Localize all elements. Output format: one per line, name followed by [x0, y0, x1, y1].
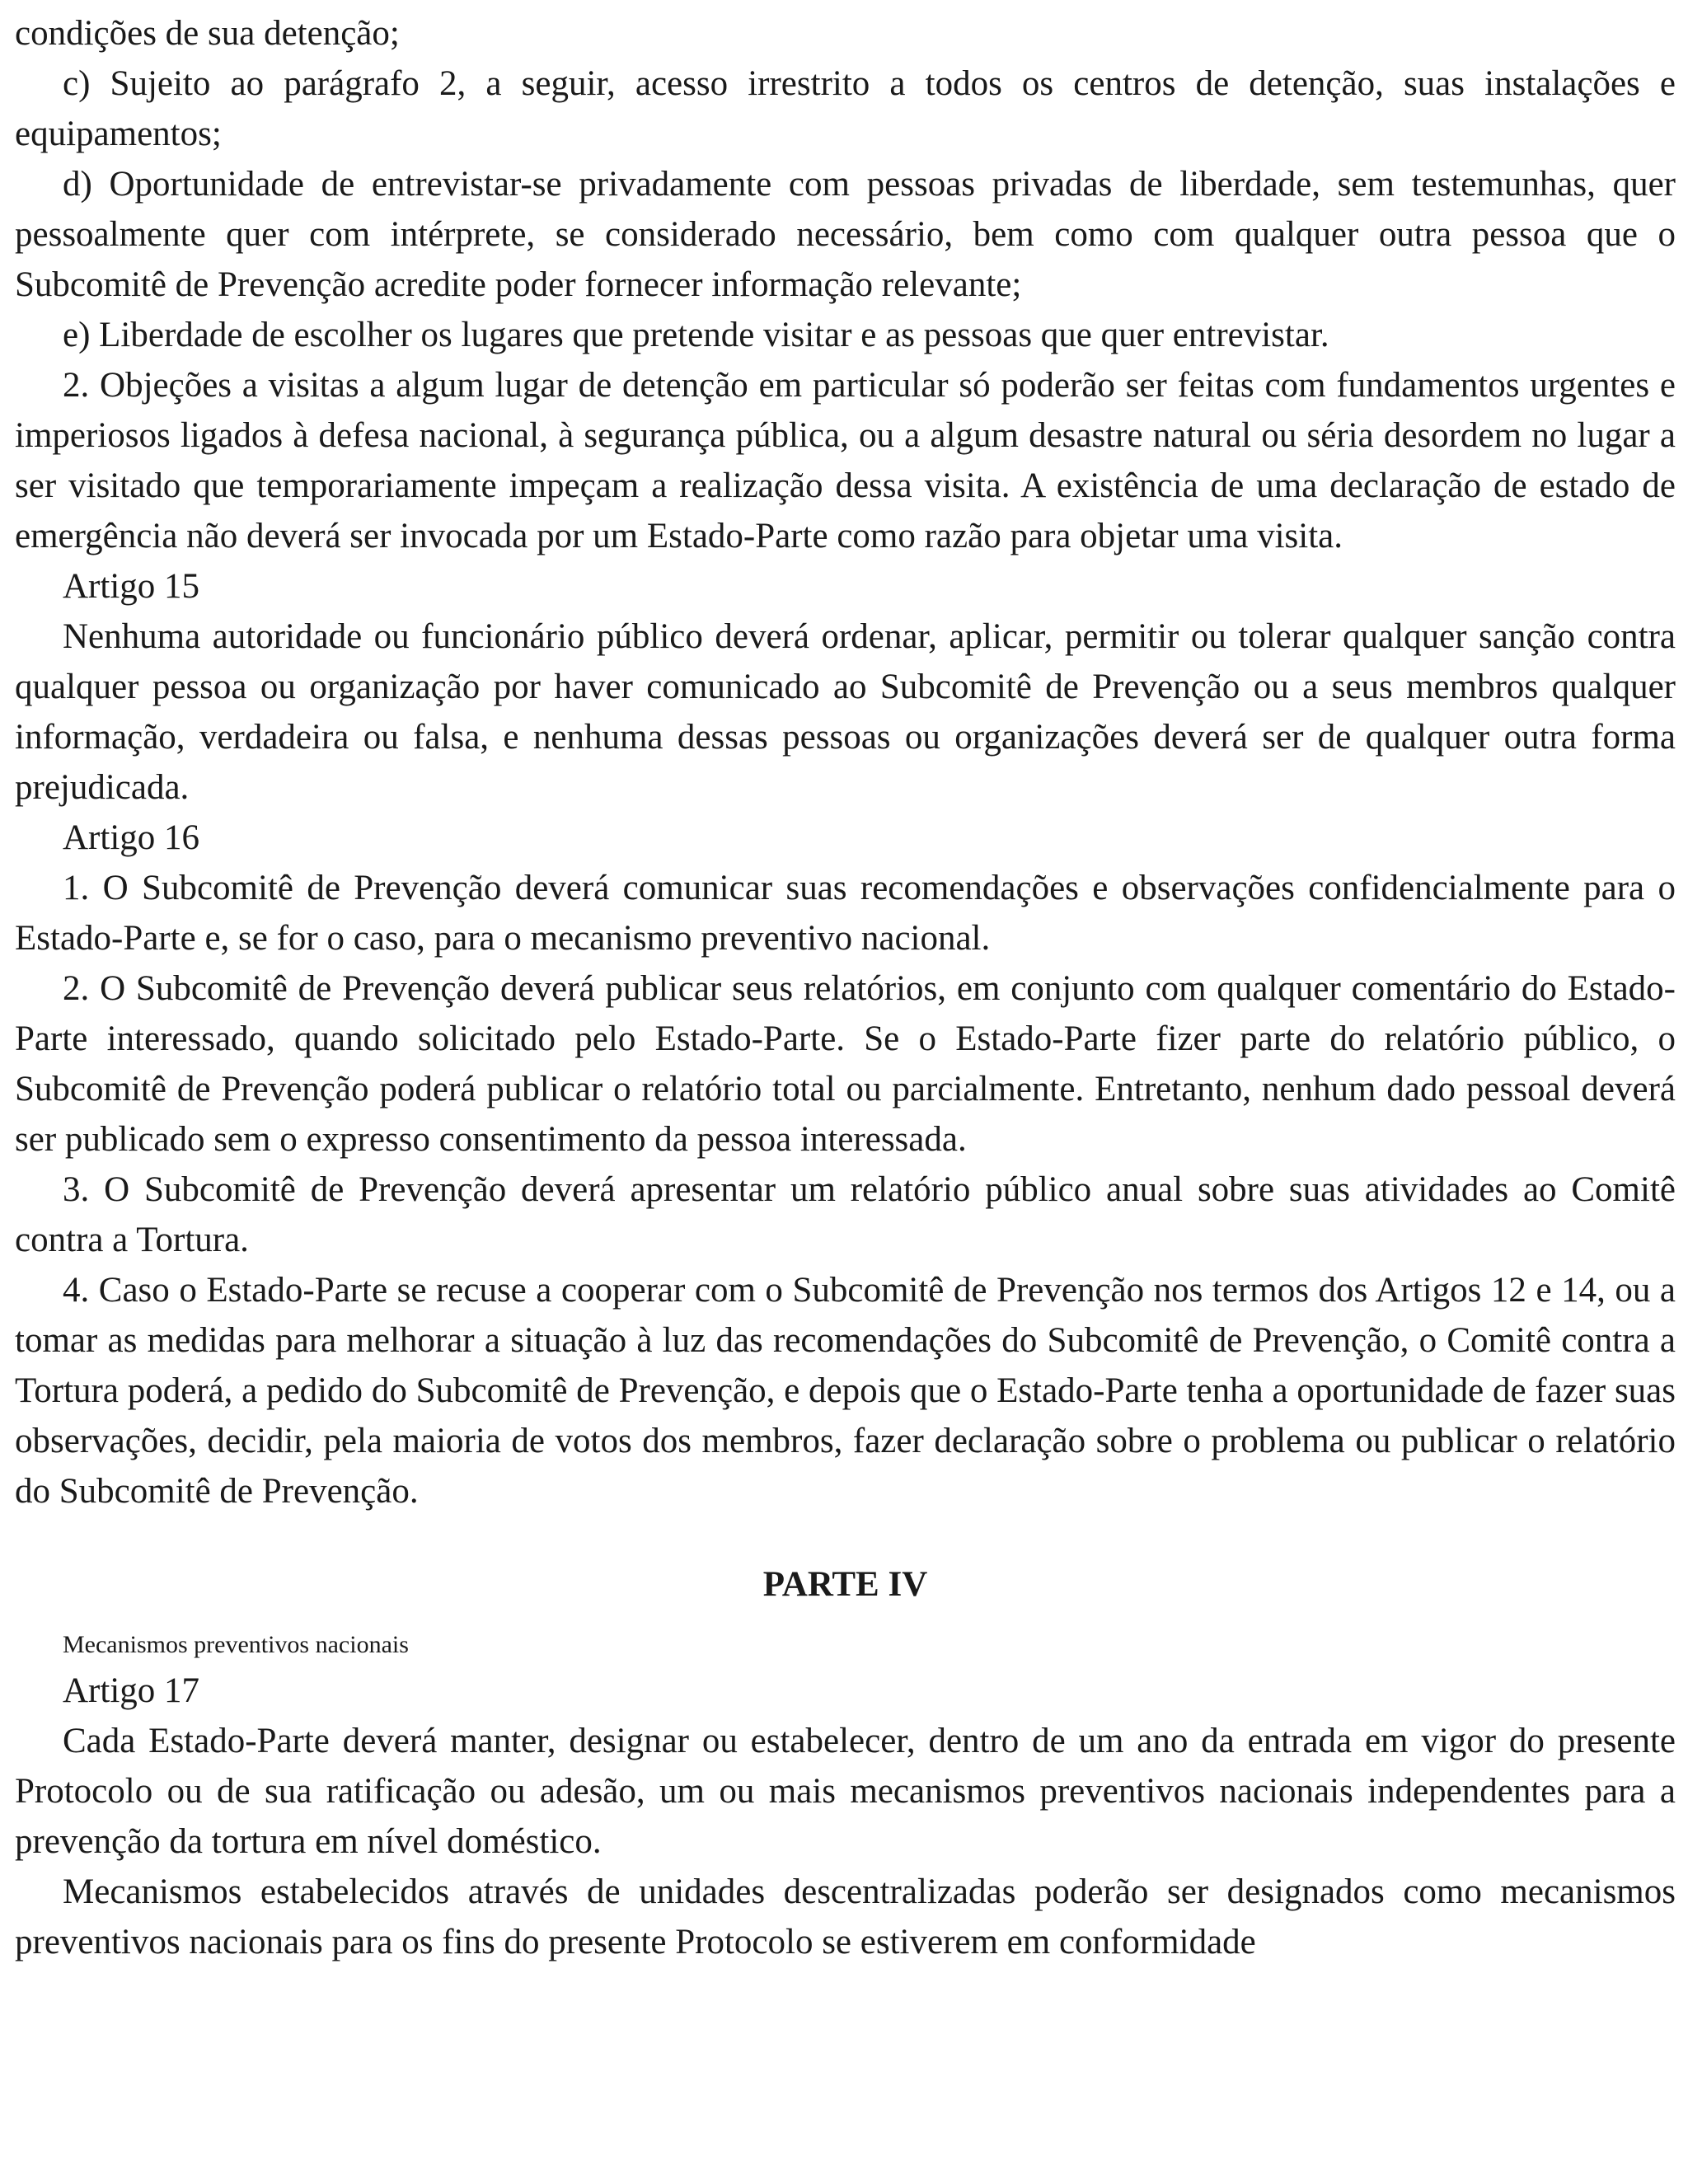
paragraph-item-d: d) Oportunidade de entrevistar-se privadamente com pessoas privadas de liberdade, sem testemunhas, quer pessoalmente quer com intérprete, se considerado necessário, bem como com qualquer outra pessoa que o Subcomitê de Prevenção acredite poder fornecer informação relevante;	[15, 165, 1676, 304]
paragraph-item-e: e) Liberdade de escolher os lugares que pretende visitar e as pessoas que quer entrevistar.	[63, 316, 1329, 354]
article-15-heading: Artigo 15	[63, 567, 200, 606]
article-17-heading: Artigo 17	[63, 1671, 200, 1710]
document-page	[15, 8, 1676, 1967]
paragraph-article-16-3: 3. O Subcomitê de Prevenção deverá apresentar um relatório público anual sobre suas atividades ao Comitê contra a Tortura.	[15, 1170, 1676, 1259]
paragraph-article-16-1: 1. O Subcomitê de Prevenção deverá comunicar suas recomendações e observações confidencialmente para o Estado-Parte e, se for o caso, para o mecanismo preventivo nacional.	[15, 869, 1676, 958]
paragraph-objections: 2. Objeções a visitas a algum lugar de detenção em particular só poderão ser feitas com fundamentos urgentes e imperiosos ligados à defesa nacional, à segurança pública, ou a algum desastre natural ou séria desordem no lugar a ser visitado que temporariamente impeçam a realização dessa visita. A existência de uma declaração de estado de emergência não deverá ser invocada por um Estado-Parte como razão para objetar uma visita.	[15, 366, 1676, 555]
paragraph-article-17-1: Cada Estado-Parte deverá manter, designar ou estabelecer, dentro de um ano da entrada em vigor do presente Protocolo ou de sua ratificação ou adesão, um ou mais mecanismos preventivos nacionais independentes para a prevenção da tortura em nível doméstico.	[15, 1722, 1676, 1861]
paragraph-article-17-2: Mecanismos estabelecidos através de unidades descentralizadas poderão ser designados como mecanismos preventivos nacionais para os fins do presente Protocolo se estiverem em conformidade	[15, 1872, 1676, 1961]
paragraph-article-16-4: 4. Caso o Estado-Parte se recuse a cooperar com o Subcomitê de Prevenção nos termos dos Artigos 12 e 14, ou a tomar as medidas para melhorar a situação à luz das recomendações do Subcomitê de Prevenção, o Comitê contra a Tortura poderá, a pedido do Subcomitê de Prevenção, e depois que o Estado-Parte tenha a oportunidade de fazer suas observações, decidir, pela maioria de votos dos membros, fazer declaração sobre o problema ou publicar o relatório do Subcomitê de Prevenção.	[15, 1271, 1676, 1511]
paragraph-detention-conditions: condições de sua detenção;	[15, 14, 400, 53]
paragraph-article-15: Nenhuma autoridade ou funcionário público deverá ordenar, aplicar, permitir ou tolerar qualquer sanção contra qualquer pessoa ou organização por haver comunicado ao Subcomitê de Prevenção ou a seus membros qualquer informação, verdadeira ou falsa, e nenhuma dessas pessoas ou organizações deverá ser de qualquer outra forma prejudicada.	[15, 617, 1676, 807]
article-16-heading: Artigo 16	[63, 818, 200, 857]
part-iv-subtitle: Mecanismos preventivos nacionais	[63, 1631, 409, 1658]
part-iv-title: PARTE IV	[762, 1565, 928, 1604]
paragraph-item-c: c) Sujeito ao parágrafo 2, a seguir, acesso irrestrito a todos os centros de detenção, suas instalações e equipamentos;	[15, 64, 1676, 153]
paragraph-article-16-2: 2. O Subcomitê de Prevenção deverá publicar seus relatórios, em conjunto com qualquer comentário do Estado-Parte interessado, quando solicitado pelo Estado-Parte. Se o Estado-Parte fizer parte do relatório público, o Subcomitê de Prevenção poderá publicar o relatório total ou parcialmente. Entretanto, nenhum dado pessoal deverá ser publicado sem o expresso consentimento da pessoa interessada.	[15, 969, 1676, 1159]
